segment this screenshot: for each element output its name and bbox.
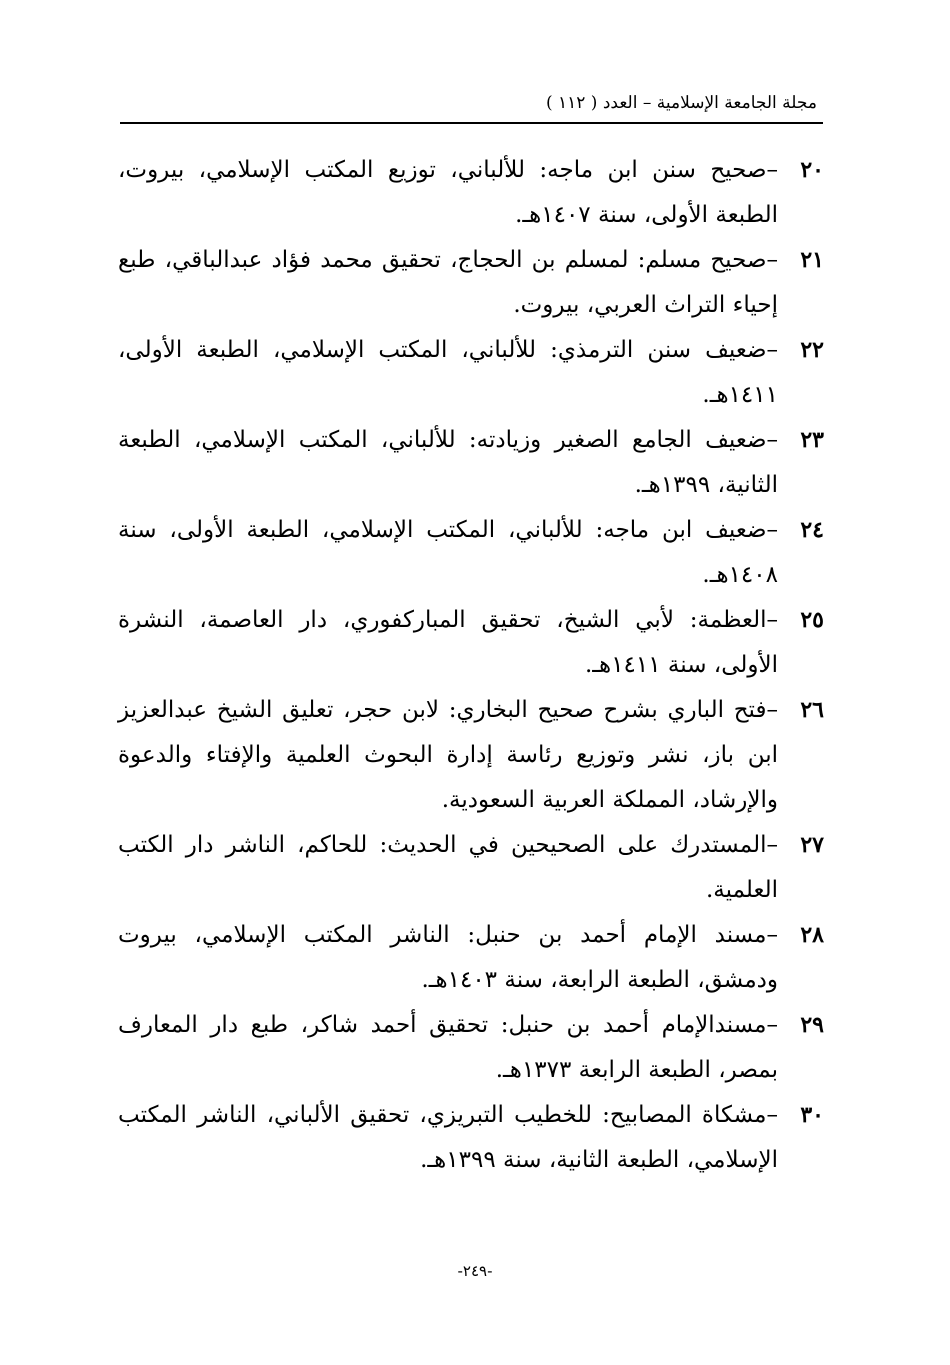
reference-item-23 <box>118 418 824 508</box>
reference-number: ٢٥ <box>800 607 824 633</box>
running-header <box>120 90 823 124</box>
reference-number: ٢٢ <box>800 337 824 363</box>
reference-text: –العظمة: لأبي الشيخ، تحقيق المباركفوري، دار العاصمة، النشرة الأولى، سنة ١٤١١هـ. <box>118 607 778 678</box>
reference-text: –ضعيف ابن ماجه: للألباني، المكتب الإسلامي، الطبعة الأولى، سنة ١٤٠٨هـ. <box>118 517 778 588</box>
reference-text: –مسندالإمام أحمد بن حنبل: تحقيق أحمد شاكر، طبع دار المعارف بمصر، الطبعة الرابعة ١٣٧٣هـ. <box>118 1012 778 1083</box>
reference-number: ٢٣ <box>800 427 824 453</box>
reference-item-28 <box>118 913 824 1003</box>
reference-text: –صحيح مسلم: لمسلم بن الحجاج، تحقيق محمد فؤاد عبدالباقي، طبع إحياء التراث العربي، بيروت. <box>118 247 778 318</box>
reference-item-30 <box>118 1093 824 1183</box>
reference-text: –المستدرك على الصحيحين في الحديث: للحاكم، الناشر دار الكتب العلمية. <box>118 832 778 903</box>
reference-item-26 <box>118 688 824 823</box>
reference-list <box>118 148 824 1183</box>
reference-item-22 <box>118 328 824 418</box>
reference-number: ٢٤ <box>800 517 824 543</box>
reference-text: –فتح الباري بشرح صحيح البخاري: لابن حجر، تعليق الشيخ عبدالعزيز ابن باز، نشر وتوزيع رئاسة إدارة البحوث العلمية والإفتاء والدعوة والإرشاد، المملكة العربية السعودية. <box>118 697 778 813</box>
reference-item-27 <box>118 823 824 913</box>
reference-number: ٣٠ <box>800 1102 824 1128</box>
reference-number: ٢٨ <box>800 922 824 948</box>
reference-text: –مشكاة المصابيح: للخطيب التبريزي، تحقيق الألباني، الناشر المكتب الإسلامي، الطبعة الثانية، سنة ١٣٩٩هـ. <box>118 1102 778 1173</box>
journal-title: مجلة الجامعة الإسلامية – العدد ( ١١٢ ) <box>545 93 817 113</box>
reference-item-21 <box>118 238 824 328</box>
reference-item-24 <box>118 508 824 598</box>
reference-text: –ضعيف سنن الترمذي: للألباني، المكتب الإسلامي، الطبعة الأولى، ١٤١١هـ. <box>118 337 778 408</box>
reference-text: –مسند الإمام أحمد بن حنبل: الناشر المكتب الإسلامي، بيروت ودمشق، الطبعة الرابعة، سنة ١٤٠٣هـ. <box>118 922 778 993</box>
reference-number: ٢٠ <box>800 157 824 183</box>
reference-number: ٢٩ <box>800 1012 824 1038</box>
header-rule <box>120 122 823 124</box>
reference-text: –صحيح سنن ابن ماجه: للألباني، توزيع المكتب الإسلامي، بيروت، الطبعة الأولى، سنة ١٤٠٧هـ. <box>118 157 778 228</box>
reference-number: ٢٧ <box>800 832 824 858</box>
page-number: -٢٤٩- <box>457 1262 493 1280</box>
reference-item-29 <box>118 1003 824 1093</box>
reference-item-25 <box>118 598 824 688</box>
reference-text: –ضعيف الجامع الصغير وزيادته: للألباني، المكتب الإسلامي، الطبعة الثانية، ١٣٩٩هـ. <box>118 427 778 498</box>
reference-number: ٢١ <box>800 247 824 273</box>
reference-number: ٢٦ <box>800 697 824 723</box>
reference-item-20 <box>118 148 824 238</box>
